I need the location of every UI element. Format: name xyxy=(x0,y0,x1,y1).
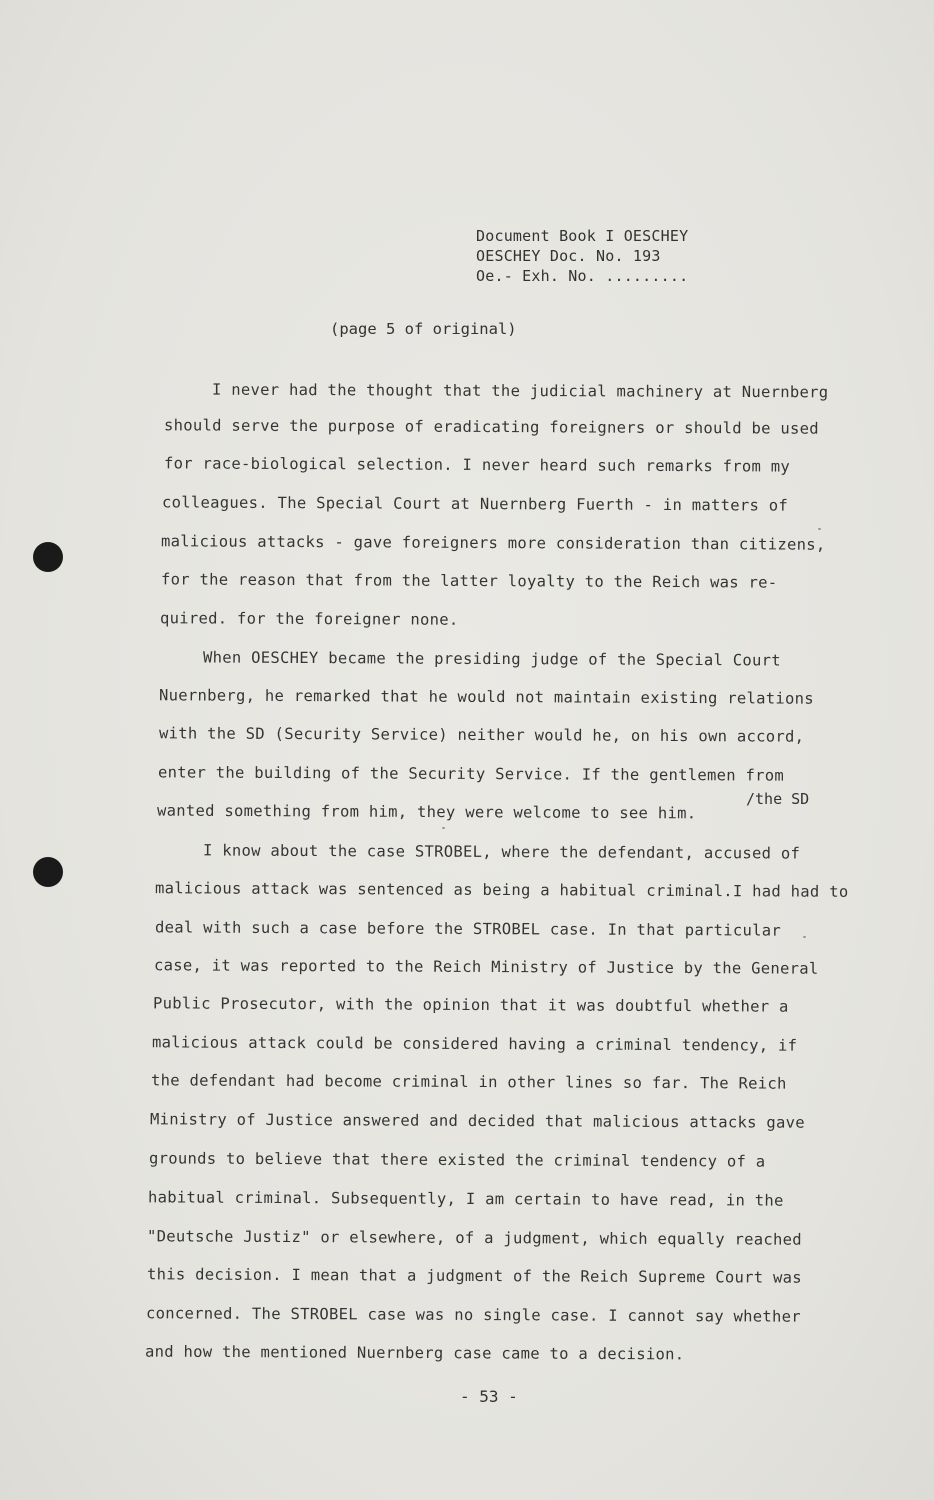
paper-speck xyxy=(442,827,445,829)
body-line: "Deutsche Justiz" or elsewhere, of a judgment, which equally reached xyxy=(146,1227,803,1249)
document-header xyxy=(476,226,688,286)
punch-hole-bottom xyxy=(33,857,63,887)
body-line: malicious attack was sentenced as being a habitual criminal.I had had to xyxy=(154,879,849,901)
body-line: I never had the thought that the judicial machinery at Nuernberg xyxy=(211,380,829,402)
body-line: malicious attack could be considered having a criminal tendency, if xyxy=(151,1033,798,1055)
body-line: and how the mentioned Nuernberg case came to a decision. xyxy=(144,1342,685,1364)
paper-speck xyxy=(803,936,806,938)
punch-hole-top xyxy=(33,542,63,572)
body-line: colleagues. The Special Court at Nuernberg Fuerth - in matters of xyxy=(161,493,789,515)
body-line: this decision. I mean that a judgment of the Reich Supreme Court was xyxy=(146,1265,803,1287)
page-number: - 53 - xyxy=(460,1387,518,1406)
body-line: Public Prosecutor, with the opinion that it was doubtful whether a xyxy=(152,994,789,1016)
margin-insert: /the SD xyxy=(746,790,810,808)
page-reference: (page 5 of original) xyxy=(330,320,517,338)
body-line: should serve the purpose of eradicating foreigners or should be used xyxy=(163,416,820,438)
body-line: malicious attacks - gave foreigners more consideration than citizens, xyxy=(160,532,826,554)
header-exhibit-number: Oe.- Exh. No. ......... xyxy=(476,267,689,285)
body-line: wanted something from him, they were welcome to see him. xyxy=(156,801,697,823)
body-line: for the reason that from the latter loyalty to the Reich was re- xyxy=(160,570,778,592)
body-line: Nuernberg, he remarked that he would not maintain existing relations xyxy=(158,686,815,708)
body-line: enter the building of the Security Service. If the gentlemen from xyxy=(157,763,785,785)
body-line: concerned. The STROBEL case was no single case. I cannot say whether xyxy=(145,1304,802,1326)
body-line: habitual criminal. Subsequently, I am certain to have read, in the xyxy=(147,1188,784,1210)
body-line: with the SD (Security Service) neither would he, on his own accord, xyxy=(158,724,805,746)
header-document-book: Document Book I OESCHEY xyxy=(476,227,689,245)
body-line: Ministry of Justice answered and decided that malicious attacks gave xyxy=(149,1110,806,1132)
header-doc-number: OESCHEY Doc. No. 193 xyxy=(476,247,661,265)
body-line: deal with such a case before the STROBEL case. In that particular xyxy=(154,918,782,940)
paper-speck xyxy=(818,528,821,530)
body-line: When OESCHEY became the presiding judge of the Special Court xyxy=(202,648,781,670)
body-line: for race-biological selection. I never heard such remarks from my xyxy=(163,454,791,476)
body-line: grounds to believe that there existed the criminal tendency of a xyxy=(148,1149,766,1171)
body-line: I know about the case STROBEL, where the defendant, accused of xyxy=(202,841,801,863)
body-line: quired. for the foreigner none. xyxy=(159,609,459,629)
body-line: the defendant had become criminal in other lines so far. The Reich xyxy=(150,1071,787,1093)
body-line: case, it was reported to the Reich Ministry of Justice by the General xyxy=(153,956,819,978)
